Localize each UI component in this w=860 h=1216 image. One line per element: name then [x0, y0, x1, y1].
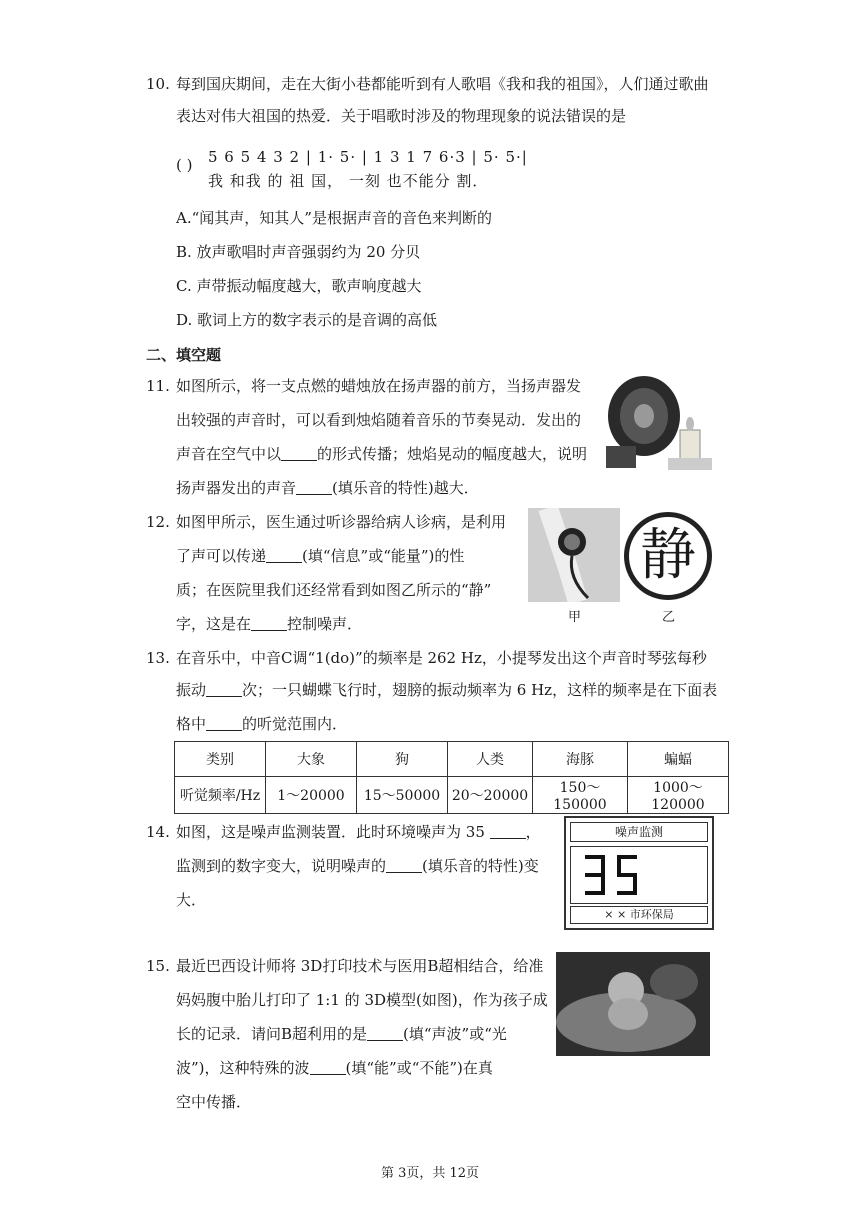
question-text — [176, 546, 464, 566]
table-cell: 15～50000 — [357, 777, 448, 814]
song-lyrics: 我 和我 的 祖 国， 一刻 也不能分 割． — [208, 172, 489, 190]
page-footer: 第 3页，共 12页 — [380, 1166, 480, 1181]
text-segment: (填“信息”或“能量”)的性 — [302, 547, 465, 565]
question-text: 表达对伟大祖国的热爱．关于唱歌时涉及的物理现象的说法错误的是 — [176, 107, 627, 125]
text-segment: 格中 — [176, 715, 207, 733]
text-segment: 波”)，这种特殊的波 — [176, 1059, 310, 1077]
text-segment: 长的记录．请问B超利用的是 — [176, 1025, 368, 1043]
fill-blank — [206, 716, 242, 731]
text-segment: (填“能”或“不能”)在真 — [345, 1059, 493, 1077]
question-number: 13. — [146, 649, 170, 667]
music-notation: 5 6 5 4 3 2 | 1· 5· | 1 3 1 7 6·3 | 5· 5·| — [208, 148, 528, 166]
table-cell: 1～20000 — [266, 777, 357, 814]
question-text: 大． — [176, 891, 207, 909]
table-cell: 听觉频率/Hz — [175, 777, 266, 814]
table-cell: 大象 — [266, 742, 357, 777]
monitor-footer: × × 市环保局 — [570, 906, 708, 924]
option-d: D. 歌词上方的数字表示的是音调的高低 — [176, 311, 438, 329]
fill-blank — [206, 682, 242, 697]
fill-blank — [386, 858, 422, 873]
question-text — [176, 714, 347, 734]
question-text: 出较强的声音时，可以看到烛焰随着音乐的节奏晃动．发出的 — [176, 411, 582, 429]
text-segment: 声音在空气中以 — [176, 445, 282, 463]
text-segment: 的听觉范围内． — [242, 715, 348, 733]
text-segment: (填乐音的特性)越大． — [332, 479, 479, 497]
text-segment: 字，这是在 — [176, 615, 252, 633]
question-number: 10. — [146, 75, 170, 93]
text-segment: 如图，这是噪声监测装置．此时环境噪声为 35 — [176, 823, 485, 841]
question-text: 如图所示，将一支点燃的蜡烛放在扬声器的前方，当扬声器发 — [176, 377, 582, 395]
question-text — [176, 614, 362, 634]
hearing-frequency-table — [174, 741, 729, 814]
monitor-title: 噪声监测 — [570, 822, 708, 842]
table-cell: 狗 — [357, 742, 448, 777]
fetus-model-image — [556, 952, 710, 1056]
table-cell: 类别 — [175, 742, 266, 777]
question-number: 12. — [146, 513, 170, 531]
question-text: 质；在医院里我们还经常看到如图乙所示的“静” — [176, 581, 492, 599]
quiet-char: 静 — [640, 523, 696, 588]
fill-blank — [310, 1060, 346, 1075]
fill-blank — [251, 616, 287, 631]
question-text: 如图，这是噪声监测装置．此时环境噪声为 35 ， — [176, 823, 541, 841]
text-segment: 控制噪声． — [287, 615, 363, 633]
answer-paren: ( ) — [176, 156, 193, 174]
text-segment: (填“声波”或“光 — [403, 1025, 507, 1043]
question-number: 15. — [146, 957, 170, 975]
monitor-screen — [570, 846, 708, 904]
stethoscope-image — [528, 508, 620, 602]
question-text — [176, 1024, 507, 1044]
noise-monitor-image — [564, 816, 714, 930]
option-c: C. 声带振动幅度越大，歌声响度越大 — [176, 277, 422, 295]
question-text — [176, 478, 479, 498]
text-segment: (填乐音的特性)变 — [422, 857, 539, 875]
question-text — [176, 680, 717, 700]
fill-blank — [367, 1026, 403, 1041]
table-cell: 海豚 — [533, 742, 628, 777]
option-b: B. 放声歌唱时声音强弱约为 20 分贝 — [176, 243, 421, 261]
text-segment: 了声可以传递 — [176, 547, 267, 565]
table-header-row — [175, 742, 729, 777]
question-text — [176, 1058, 493, 1078]
question-text: 妈妈腹中胎儿打印了 1:1 的 3D模型(如图)，作为孩子成 — [176, 991, 548, 1009]
question-text: 每到国庆期间，走在大街小巷都能听到有人歌唱《我和我的祖国》，人们通过歌曲 — [176, 75, 709, 93]
caption-yi: 乙 — [662, 610, 676, 625]
text-segment: 的形式传播；烛焰晃动的幅度越大，说明 — [317, 445, 588, 463]
monitor-digits — [571, 847, 707, 903]
table-row — [175, 777, 729, 814]
question-text: 空中传播． — [176, 1093, 252, 1111]
text-segment: 监测到的数字变大，说明噪声的 — [176, 857, 387, 875]
fill-blank — [296, 480, 332, 495]
fill-blank — [281, 446, 317, 461]
table-cell: 蝙蝠 — [628, 742, 729, 777]
question-text — [176, 856, 539, 876]
caption-jia: 甲 — [568, 610, 582, 625]
option-a: A.“闻其声，知其人”是根据声音的音色来判断的 — [176, 209, 492, 227]
text-segment: 扬声器发出的声音 — [176, 479, 297, 497]
table-cell: 1000～120000 — [628, 777, 729, 814]
fill-blank — [266, 548, 302, 563]
question-text: 最近巴西设计师将 3D打印技术与医用B超相结合，给准 — [176, 957, 544, 975]
text-segment: 振动 — [176, 681, 207, 699]
question-number: 14. — [146, 823, 170, 841]
question-text — [176, 444, 587, 464]
fill-blank — [490, 824, 526, 839]
quiet-sign — [624, 512, 712, 600]
question-text: 如图甲所示，医生通过听诊器给病人诊病，是利用 — [176, 513, 507, 531]
table-cell: 150～150000 — [533, 777, 628, 814]
question-number: 11. — [146, 377, 170, 395]
section-heading: 二、填空题 — [146, 346, 222, 364]
text-segment: 次；一只蝴蝶飞行时，翅膀的振动频率为 6 Hz，这样的频率是在下面表 — [242, 681, 718, 699]
question-text: 在音乐中，中音C调“1(do)”的频率是 262 Hz，小提琴发出这个声音时琴弦每秒 — [176, 649, 707, 667]
table-cell: 人类 — [448, 742, 533, 777]
speaker-candle-image — [602, 372, 712, 472]
table-cell: 20～20000 — [448, 777, 533, 814]
